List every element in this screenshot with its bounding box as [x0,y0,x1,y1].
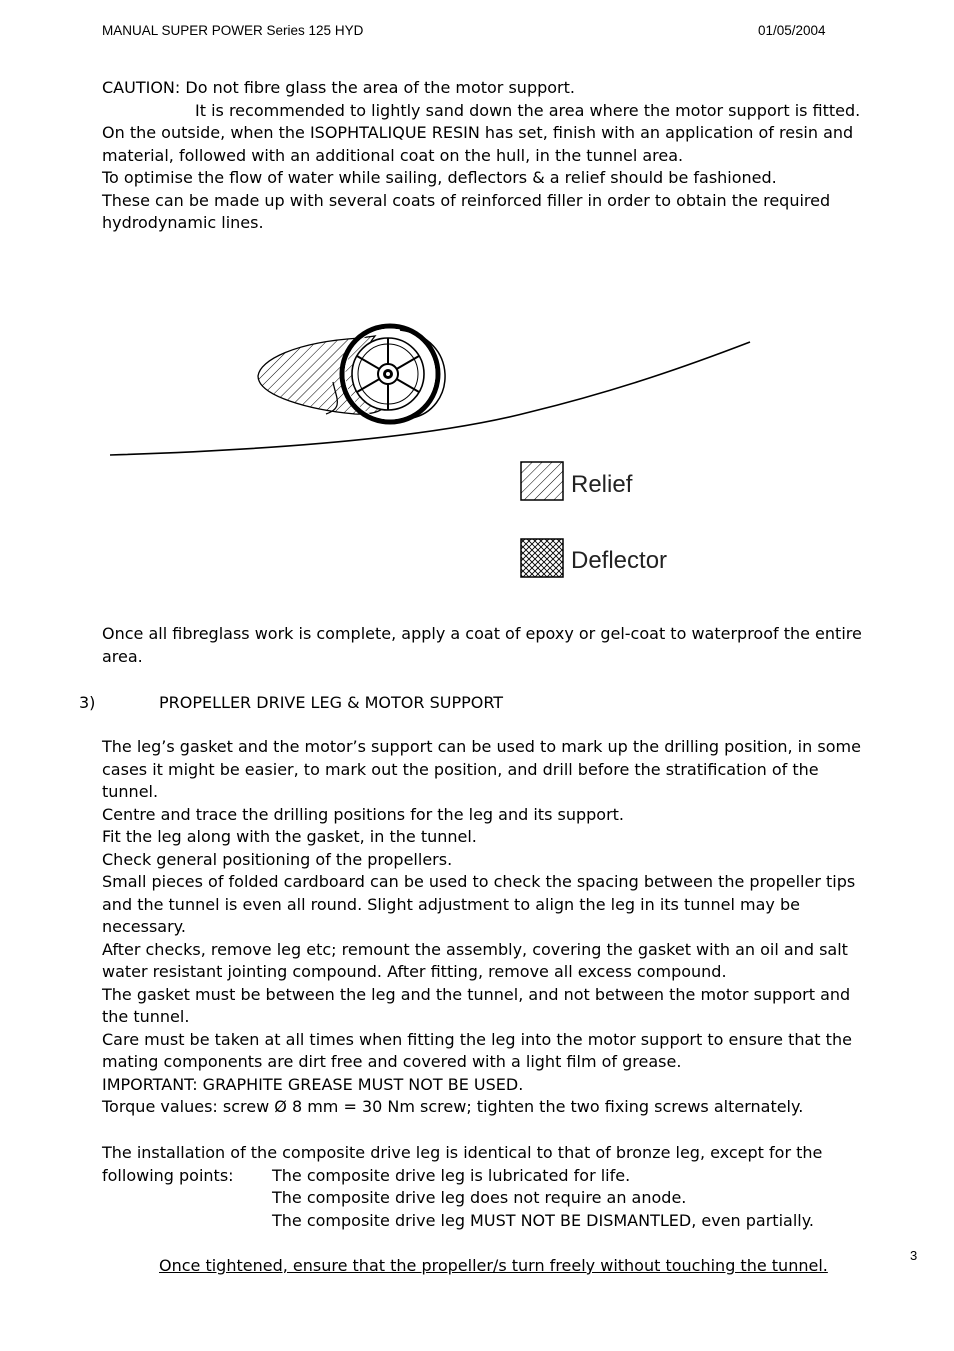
document-header-title: MANUAL SUPER POWER Series 125 HYD [102,23,364,38]
relief-legend-swatch [521,462,563,500]
document-header-date: 01/05/2004 [758,23,826,38]
important-line [102,1074,862,1097]
composite-intro [102,1142,862,1165]
caution-label: CAUTION [102,78,175,97]
composite-point: The composite drive leg does not require an anode. [272,1188,687,1207]
important-label: IMPORTANT [102,1074,193,1094]
section-number: 3) [79,693,96,712]
composite-section [102,1142,862,1232]
composite-point: The composite drive leg MUST NOT BE DISMANTLED, even partially. [272,1210,814,1230]
intro-paragraph: To optimise the flow of water while sailing, deflectors & a relief should be fashioned. [102,168,777,187]
intro-paragraph: These can be made up with several coats of reinforced filler in order to obtain the required hydrodynamic lines. [102,190,831,232]
section-paragraph: After checks, remove leg etc; remount the assembly, covering the gasket with an oil and salt water resistant jointing compound. After fitting, remove all excess compound. [102,939,848,981]
section-paragraph: Centre and trace the drilling positions for the leg and its support. [102,804,624,824]
tunnel-diagram [100,310,760,590]
after-figure-paragraph: Once all fibreglass work is complete, apply a coat of epoxy or gel-coat to waterproof the entire area. [102,624,862,666]
deflector-legend-swatch [521,539,563,577]
composite-prefix: The installation of the [102,1143,283,1162]
caution-detail: It is recommended to lightly sand down the area where the motor support is fitted. [195,100,861,120]
section-title: PROPELLER DRIVE LEG & MOTOR SUPPORT [159,693,504,712]
intro-paragraph: On the outside, when the ISOPHTALIQUE RESIN has set, finish with an application of resin and material, followed with an additional coat on the hull, in the tunnel area. [102,123,854,165]
propeller-icon [352,338,424,410]
section-paragraph: Care must be taken at all times when fitting the leg into the motor support to ensure that the mating components are dirt free and covered with a light film of grease. [102,1029,852,1071]
caution-line [102,77,862,100]
composite-highlight: composite drive leg [282,1143,441,1162]
composite-points-label: following points: [102,1165,234,1185]
section-paragraph: The leg’s gasket and the motor’s support can be used to mark up the drilling position, in some cases it might be easier, to mark out the position, and drill before the stratification of the tunnel. [102,737,861,801]
caution-text: : Do not fibre glass the area of the motor support. [174,78,575,97]
section-paragraph: Check general positioning of the propellers. [102,849,453,869]
section-paragraph: The gasket must be between the leg and the tunnel, and not between the motor support and the tunnel. [102,984,851,1026]
important-text: : GRAPHITE GREASE MUST NOT BE USED. [192,1074,524,1094]
composite-suffix: is identical to that of bronze leg, except for the [440,1143,823,1162]
composite-point: The composite drive leg is lubricated for life. [272,1165,631,1185]
section-paragraph: Small pieces of folded cardboard can be used to check the spacing between the propeller tips and the tunnel is even all round. Slight adjustment to align the leg in its tunnel may be necessary. [102,872,856,936]
final-note: Once tightened, ensure that the propeller/s turn freely without touching the tunnel. [159,1256,828,1275]
section-body [102,736,862,1119]
composite-point-row [102,1165,862,1188]
torque-line: Torque values: screw Ø 8 mm = 30 Nm screw; tighten the two fixing screws alternately. [102,1097,804,1116]
section-paragraph: Fit the leg along with the gasket, in the tunnel. [102,827,477,846]
deflector-legend-label: Deflector [571,547,668,574]
page-number: 3 [910,1248,918,1263]
intro-section [102,77,862,235]
relief-legend-label: Relief [571,471,633,498]
